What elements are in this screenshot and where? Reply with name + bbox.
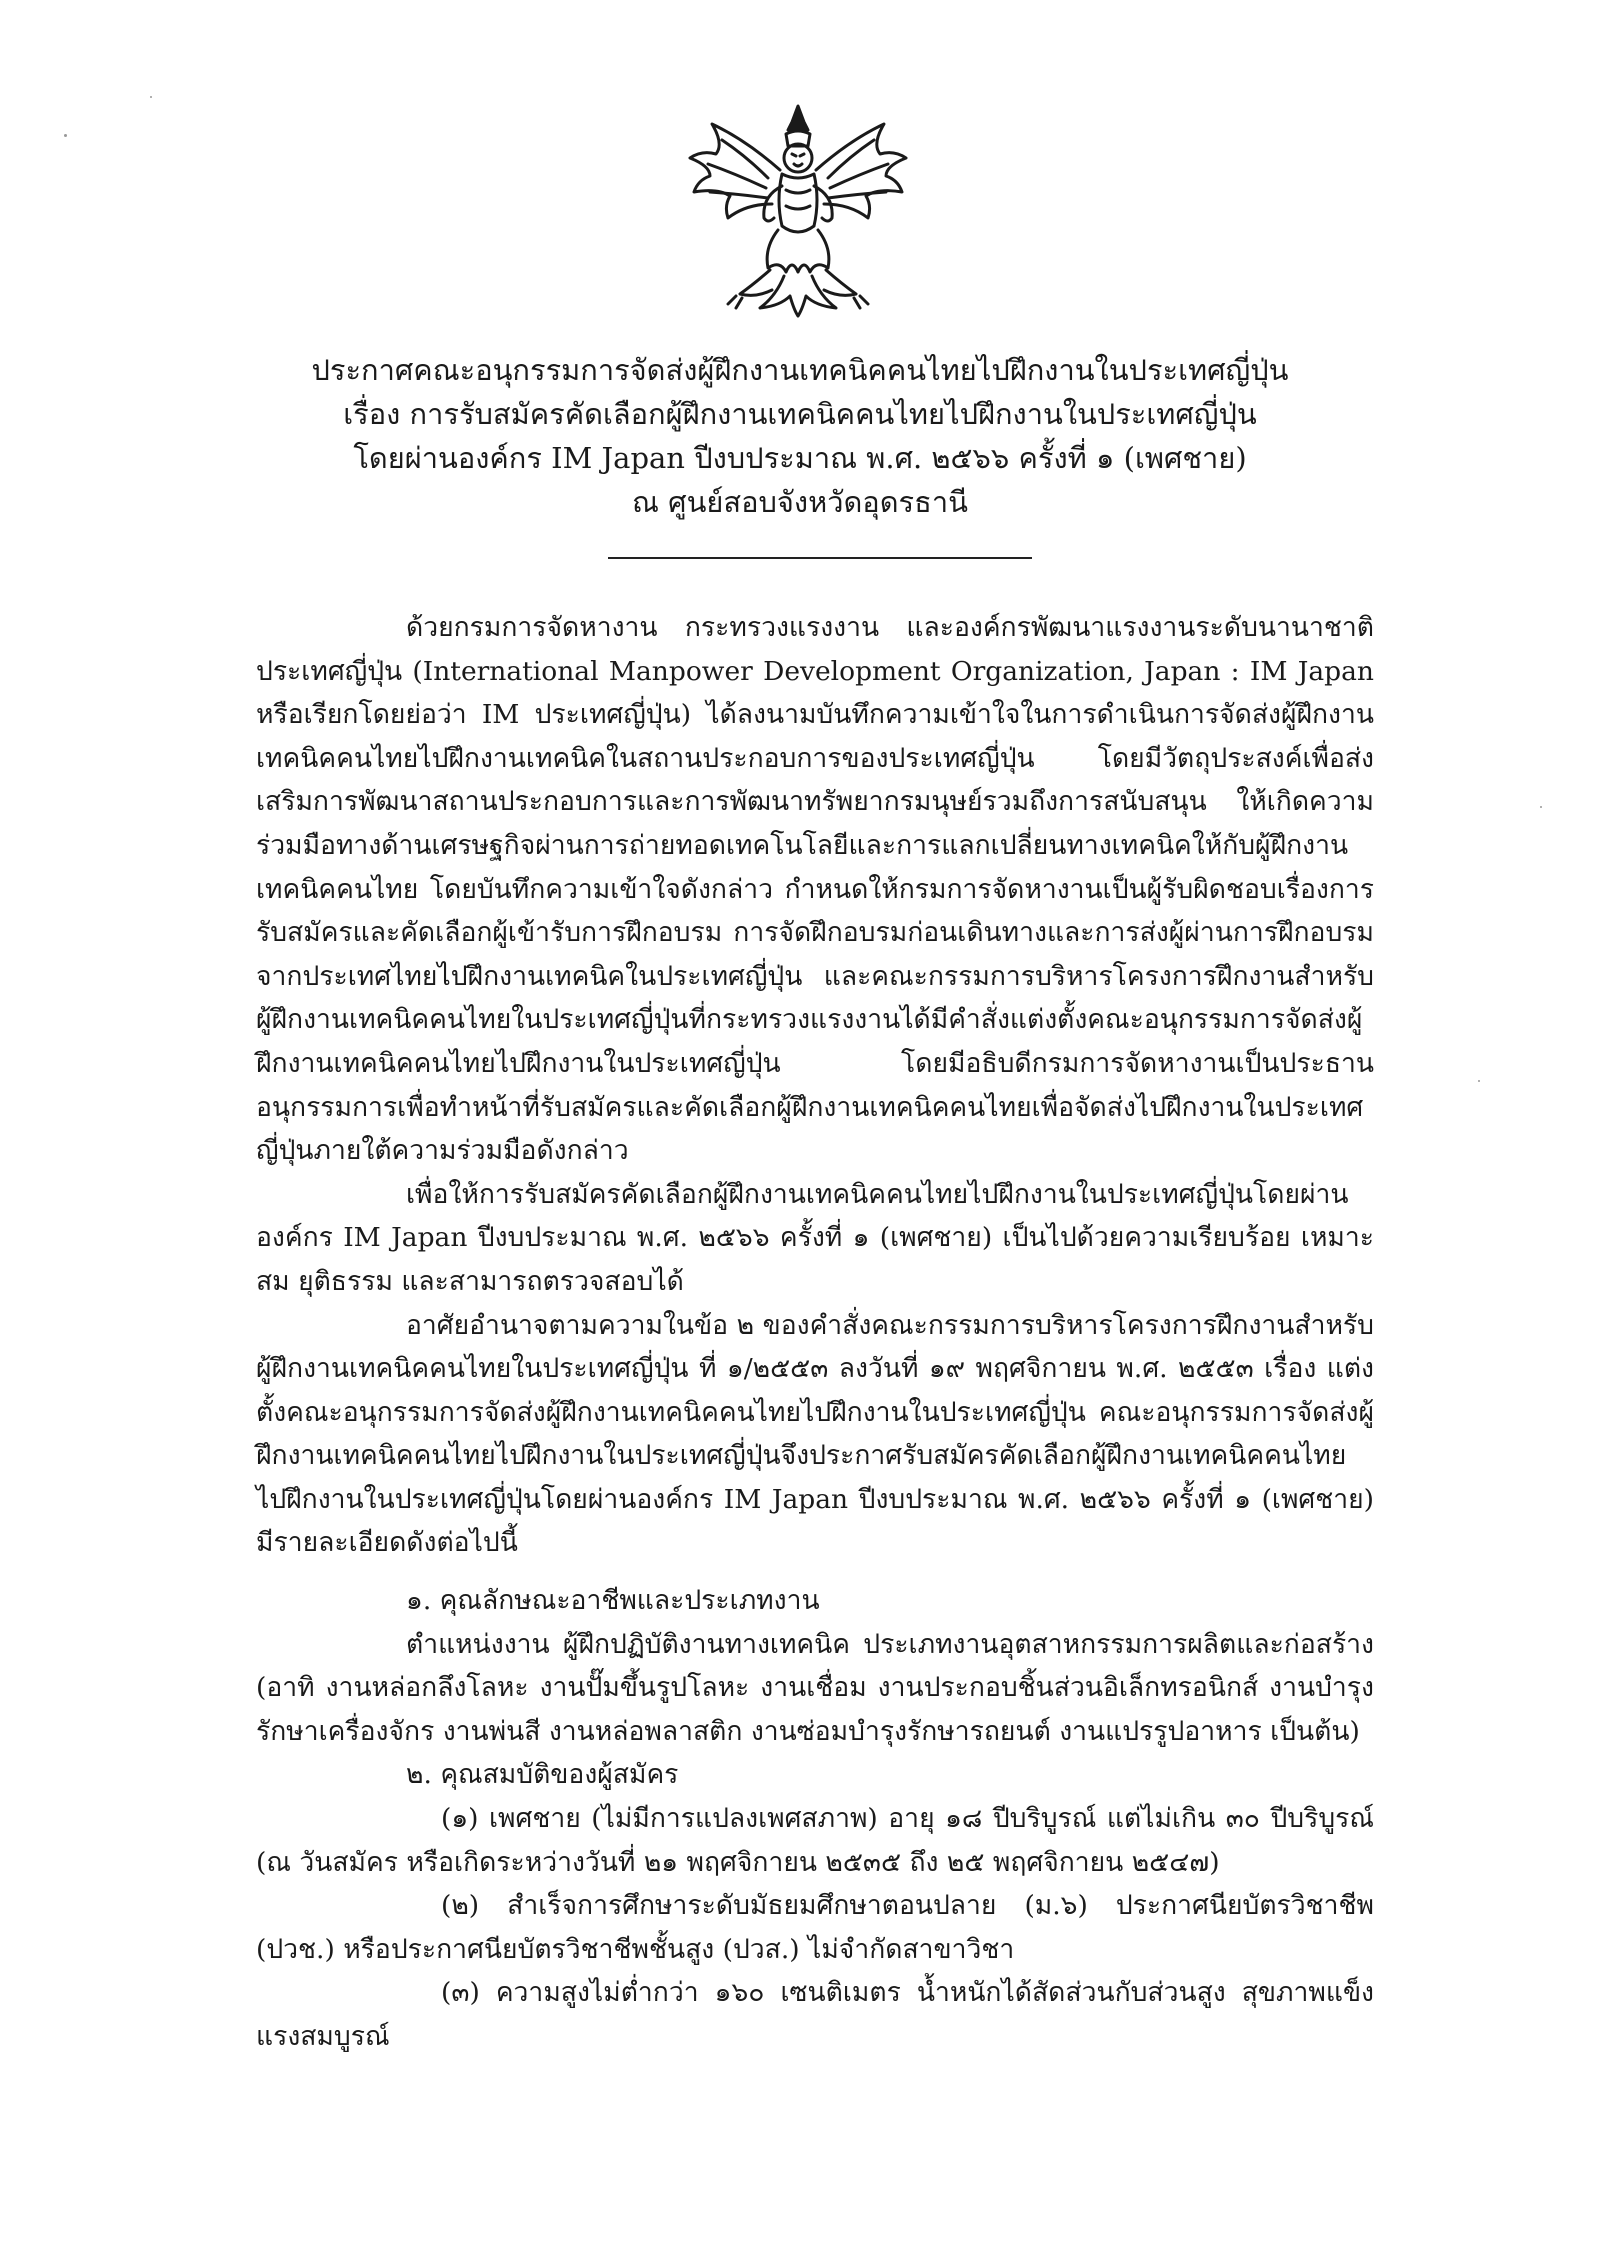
header-divider (608, 557, 1032, 559)
header-location: ณ ศูนย์สอบจังหวัดอุดรธานี (632, 485, 968, 519)
header-subject: เรื่อง การรับสมัครคัดเลือกผู้ฝึกงานเทคนิคคนไทยไปฝึกงานในประเทศญี่ปุ่น (343, 397, 1257, 431)
section-2-title: ๒. คุณสมบัติของผู้สมัคร (406, 1759, 679, 1791)
scan-speck (64, 134, 67, 137)
paragraph-3: อาศัยอำนาจตามความในข้อ ๒ ของคำสั่งคณะกรรมการบริหารโครงการฝึกงานสำหรับผู้ฝึกงานเทคนิคคนไทยในประเทศญี่ปุ่น ที่ ๑/๒๕๕๓ ลงวันที่ ๑๙ พฤศจิกายน พ.ศ. ๒๕๕๓ เรื่อง แต่งตั้งคณะอนุกรรมการจัดส่งผู้ฝึกงานเทคนิคคนไทยไปฝึกงานในประเทศญี่ปุ่น คณะอนุกรรมการจัดส่งผู้ฝึกงานเทคนิคคนไทยไปฝึกงานในประเทศญี่ปุ่นจึงประกาศรับสมัครคัดเลือกผู้ฝึกงานเทคนิคคนไทยไปฝึกงานในประเทศญี่ปุ่นโดยผ่านองค์กร IM Japan ปีงบประมาณ พ.ศ. ๒๕๖๖ ครั้งที่ ๑ (เพศชาย) มีรายละเอียดดังต่อไปนี้ (256, 1309, 1374, 1559)
section-1-text: ตำแหน่งงาน ผู้ฝึกปฏิบัติงานทางเทคนิค ประเภทงานอุตสาหกรรมการผลิตและก่อสร้าง (อาทิ งานหล่อกลึงโลหะ งานปั๊มขึ้นรูปโลหะ งานเชื่อม งานประกอบชิ้นส่วนอิเล็กทรอนิกส์ งานบำรุงรักษาเครื่องจักร งานพ่นสี งานหล่อพลาสติก งานซ่อมบำรุงรักษารถยนต์ งานแปรรูปอาหาร เป็นต้น) (256, 1628, 1374, 1747)
header-line-1: ประกาศคณะอนุกรรมการจัดส่งผู้ฝึกงานเทคนิคคนไทยไปฝึกงานในประเทศญี่ปุ่น (311, 353, 1289, 387)
garuda-emblem-icon (676, 100, 920, 320)
qualification-item-3: (๓) ความสูงไม่ต่ำกว่า ๑๖๐ เซนติเมตร น้ำหนักได้สัดส่วนกับส่วนสูง สุขภาพแข็งแรงสมบูรณ์ (256, 1977, 1374, 2052)
qualification-item-1: (๑) เพศชาย (ไม่มีการแปลงเพศสภาพ) อายุ ๑๘ ปีบริบูรณ์ แต่ไม่เกิน ๓๐ ปีบริบูรณ์ (ณ วันสมัคร หรือเกิดระหว่างวันที่ ๒๑ พฤศจิกายน ๒๕๓๕ ถึง ๒๕ พฤศจิกายน ๒๕๔๗) (256, 1803, 1374, 1878)
document-body (256, 606, 1374, 2059)
scan-speck (1540, 806, 1542, 808)
paragraph-2: เพื่อให้การรับสมัครคัดเลือกผู้ฝึกงานเทคนิคคนไทยไปฝึกงานในประเทศญี่ปุ่นโดยผ่านองค์กร IM Japan ปีงบประมาณ พ.ศ. ๒๕๖๖ ครั้งที่ ๑ (เพศชาย) เป็นไปด้วยความเรียบร้อย เหมาะสม ยุติธรรม และสามารถตรวจสอบได้ (256, 1178, 1374, 1297)
announcement-header (200, 348, 1400, 524)
header-line-3: โดยผ่านองค์กร IM Japan ปีงบประมาณ พ.ศ. ๒๕๖๖ ครั้งที่ ๑ (เพศชาย) (353, 441, 1247, 475)
scan-speck (1478, 1080, 1480, 1082)
qualification-item-2: (๒) สำเร็จการศึกษาระดับมัธยมศึกษาตอนปลาย (ม.๖) ประกาศนียบัตรวิชาชีพ (ปวช.) หรือประกาศนียบัตรวิชาชีพชั้นสูง (ปวส.) ไม่จำกัดสาขาวิชา (256, 1890, 1374, 1965)
paragraph-1: ด้วยกรมการจัดหางาน กระทรวงแรงงาน และองค์กรพัฒนาแรงงานระดับนานาชาติ ประเทศญี่ปุ่น (International Manpower Development Organization, Japan : IM Japan หรือเรียกโดยย่อว่า IM ประเทศญี่ปุ่น) ได้ลงนามบันทึกความเข้าใจในการดำเนินการจัดส่งผู้ฝึกงานเทคนิคคนไทยไปฝึกงานเทคนิคในสถานประกอบการของประเทศญี่ปุ่น โดยมีวัตถุประสงค์เพื่อส่งเสริมการพัฒนาสถานประกอบการและการพัฒนาทรัพยากรมนุษย์รวมถึงการสนับสนุน ให้เกิดความร่วมมือทางด้านเศรษฐกิจผ่านการถ่ายทอดเทคโนโลยีและการแลกเปลี่ยนทางเทคนิคให้กับผู้ฝึกงานเทคนิคคนไทย โดยบันทึกความเข้าใจดังกล่าว กำหนดให้กรมการจัดหางานเป็นผู้รับผิดชอบเรื่องการรับสมัครและคัดเลือกผู้เข้ารับการฝึกอบรม การจัดฝึกอบรมก่อนเดินทางและการส่งผู้ผ่านการฝึกอบรมจากประเทศไทยไปฝึกงานเทคนิคในประเทศญี่ปุ่น และคณะกรรมการบริหารโครงการฝึกงานสำหรับผู้ฝึกงานเทคนิคคนไทยในประเทศญี่ปุ่นที่กระทรวงแรงงานได้มีคำสั่งแต่งตั้งคณะอนุกรรมการจัดส่งผู้ฝึกงานเทคนิคคนไทยไปฝึกงานในประเทศญี่ปุ่น โดยมีอธิบดีกรมการจัดหางานเป็นประธานอนุกรรมการเพื่อทำหน้าที่รับสมัครและคัดเลือกผู้ฝึกงานเทคนิคคนไทยเพื่อจัดส่งไปฝึกงานในประเทศญี่ปุ่นภายใต้ความร่วมมือดังกล่าว (256, 612, 1374, 1167)
scan-speck (150, 96, 152, 98)
section-1-title: ๑. คุณลักษณะอาชีพและประเภทงาน (406, 1585, 820, 1617)
